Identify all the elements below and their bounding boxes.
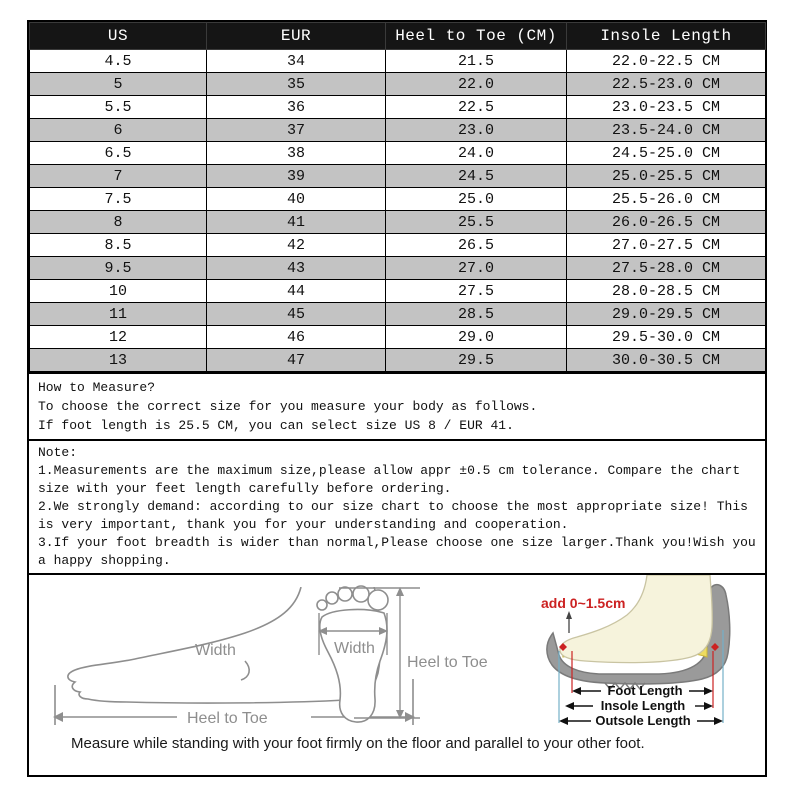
table-row	[30, 50, 766, 73]
table-row	[30, 165, 766, 188]
table-header-row	[30, 23, 766, 50]
table-cell: 24.0	[386, 142, 567, 165]
arrow-right-icon	[714, 717, 723, 725]
table-row	[30, 303, 766, 326]
table-cell: 23.5-24.0 CM	[567, 119, 766, 142]
table-row	[30, 349, 766, 372]
table-cell: 6.5	[30, 142, 207, 165]
how-to-measure-line: If foot length is 25.5 CM, you can select size US 8 / EUR 41.	[38, 418, 514, 433]
outsole-length-label: Outsole Length	[595, 713, 691, 728]
table-cell: 4.5	[30, 50, 207, 73]
size-table	[29, 22, 766, 372]
how-to-measure-title: How to Measure?	[38, 380, 156, 395]
table-cell: 8	[30, 211, 207, 234]
size-table-body	[30, 50, 766, 372]
column-header-us: US	[30, 23, 207, 50]
table-cell: 35	[207, 73, 386, 96]
table-cell: 27.5-28.0 CM	[567, 257, 766, 280]
table-row	[30, 234, 766, 257]
table-cell: 27.0-27.5 CM	[567, 234, 766, 257]
column-header-heel-to-toe: Heel to Toe (CM)	[386, 23, 567, 50]
table-cell: 24.5	[386, 165, 567, 188]
table-cell: 5.5	[30, 96, 207, 119]
arrow-left-icon	[572, 687, 581, 695]
table-cell: 10	[30, 280, 207, 303]
table-cell: 7	[30, 165, 207, 188]
table-cell: 29.0-29.5 CM	[567, 303, 766, 326]
diagrams-section	[29, 573, 765, 775]
table-row	[30, 96, 766, 119]
arrow-left-icon	[565, 702, 574, 710]
table-cell: 7.5	[30, 188, 207, 211]
table-cell: 13	[30, 349, 207, 372]
table-cell: 25.5-26.0 CM	[567, 188, 766, 211]
table-cell: 37	[207, 119, 386, 142]
arrow-up-icon	[566, 611, 572, 619]
table-row	[30, 73, 766, 96]
arrow-left-icon	[559, 717, 568, 725]
top-view-foot-diagram	[314, 583, 519, 741]
table-cell: 5	[30, 73, 207, 96]
table-row	[30, 188, 766, 211]
arrow-right-icon	[704, 687, 713, 695]
shoe-cross-section-diagram	[539, 575, 764, 745]
table-cell: 28.5	[386, 303, 567, 326]
column-header-insole-length: Insole Length	[567, 23, 766, 50]
measure-caption: Measure while standing with your foot firmly on the floor and parallel to your other foot.	[71, 735, 645, 752]
how-to-measure-line: To choose the correct size for you measure your body as follows.	[38, 399, 538, 414]
table-cell: 40	[207, 188, 386, 211]
table-cell: 26.0-26.5 CM	[567, 211, 766, 234]
table-row	[30, 211, 766, 234]
table-cell: 6	[30, 119, 207, 142]
table-cell: 27.0	[386, 257, 567, 280]
table-cell: 22.0-22.5 CM	[567, 50, 766, 73]
table-cell: 29.0	[386, 326, 567, 349]
table-cell: 21.5	[386, 50, 567, 73]
table-cell: 45	[207, 303, 386, 326]
table-cell: 30.0-30.5 CM	[567, 349, 766, 372]
table-cell: 26.5	[386, 234, 567, 257]
table-cell: 22.5	[386, 96, 567, 119]
table-cell: 28.0-28.5 CM	[567, 280, 766, 303]
table-row	[30, 280, 766, 303]
table-cell: 25.0	[386, 188, 567, 211]
top-view-heel-to-toe-label: Heel to Toe	[407, 654, 488, 671]
table-cell: 29.5-30.0 CM	[567, 326, 766, 349]
column-header-eur: EUR	[207, 23, 386, 50]
table-row	[30, 257, 766, 280]
side-view-width-label: Width	[195, 642, 236, 659]
insole-length-label: Insole Length	[600, 698, 686, 713]
note-item: 3.If your foot breadth is wider than normal,Please choose one size larger.Thank you!Wish you a happy shopping.	[38, 535, 756, 568]
table-cell: 36	[207, 96, 386, 119]
table-cell: 23.0-23.5 CM	[567, 96, 766, 119]
content-box	[27, 20, 767, 777]
table-cell: 34	[207, 50, 386, 73]
foot-length-label: Foot Length	[607, 683, 683, 698]
table-cell: 12	[30, 326, 207, 349]
table-cell: 29.5	[386, 349, 567, 372]
note-section	[29, 439, 765, 573]
table-row	[30, 326, 766, 349]
table-row	[30, 119, 766, 142]
table-cell: 22.5-23.0 CM	[567, 73, 766, 96]
table-row	[30, 142, 766, 165]
table-cell: 8.5	[30, 234, 207, 257]
table-cell: 27.5	[386, 280, 567, 303]
table-cell: 46	[207, 326, 386, 349]
foot-shape	[560, 575, 712, 663]
table-cell: 24.5-25.0 CM	[567, 142, 766, 165]
table-cell: 22.0	[386, 73, 567, 96]
note-title: Note:	[38, 445, 78, 460]
table-cell: 23.0	[386, 119, 567, 142]
table-cell: 9.5	[30, 257, 207, 280]
table-cell: 39	[207, 165, 386, 188]
table-cell: 44	[207, 280, 386, 303]
how-to-measure-section	[29, 372, 765, 439]
table-cell: 11	[30, 303, 207, 326]
table-cell: 25.0-25.5 CM	[567, 165, 766, 188]
table-cell: 38	[207, 142, 386, 165]
top-view-width-label: Width	[334, 640, 375, 657]
table-cell: 43	[207, 257, 386, 280]
table-cell: 25.5	[386, 211, 567, 234]
note-item: 2.We strongly demand: according to our size chart to choose the most appropriate size! This is very important, thank you for your understanding and cooperation.	[38, 499, 748, 532]
table-cell: 41	[207, 211, 386, 234]
note-item: 1.Measurements are the maximum size,please allow appr ±0.5 cm tolerance. Compare the chart size with your feet length carefully before ordering.	[38, 463, 741, 496]
add-tolerance-label: add 0~1.5cm	[541, 595, 626, 611]
side-view-heel-to-toe-label: Heel to Toe	[187, 710, 268, 727]
arrow-right-icon	[704, 702, 713, 710]
table-cell: 47	[207, 349, 386, 372]
table-cell: 42	[207, 234, 386, 257]
